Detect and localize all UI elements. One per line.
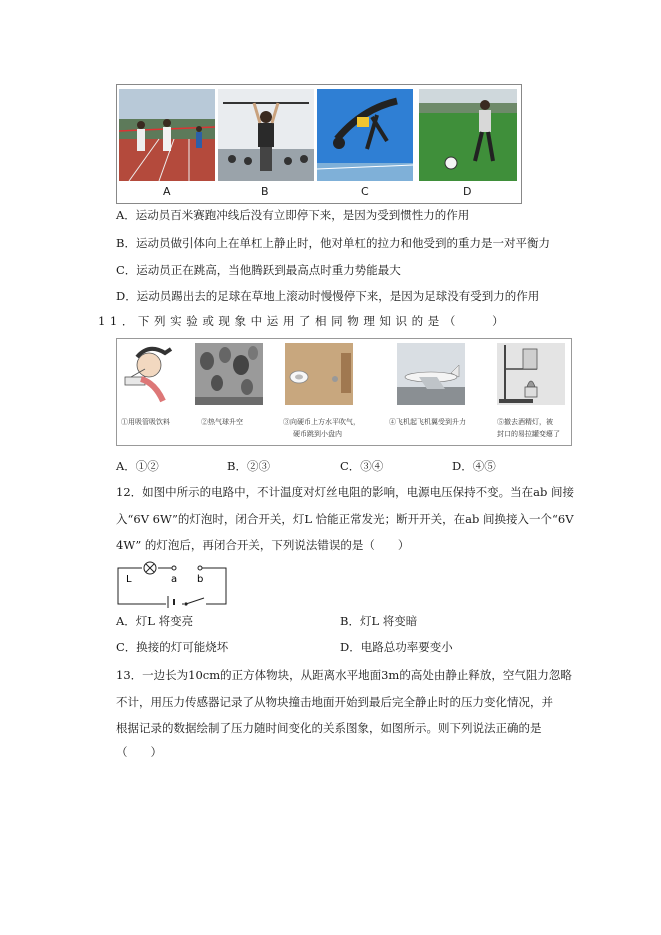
q12-option-a: A．灯L 将变亮 (116, 614, 194, 628)
q11-option-b: B．②③ (227, 459, 270, 473)
caption-c: C (361, 185, 369, 198)
q10-option-a: A．运动员百米赛跑冲线后没有立即停下来，是因为受到惯性力的作用 (116, 208, 470, 222)
q10-option-b: B．运动员做引体向上在单杠上静止时，他对单杠的拉力和他受到的重力是一对平衡力 (116, 236, 550, 250)
photo-c-highjump (317, 89, 413, 181)
q12-stem-3: 4W” 的灯泡后，再闭合开关，下列说法错误的是（ ） (116, 538, 410, 552)
q11-option-a: A．①② (116, 459, 159, 473)
circuit-label-lamp: L (126, 574, 132, 585)
q10-option-c: C．运动员正在跳高，当他腾跃到最高点时重力势能最大 (116, 263, 401, 277)
caption-d: D (463, 185, 472, 198)
caption-3a: ③向硬币上方水平吹气， (283, 418, 360, 426)
q11-image-strip (116, 338, 572, 446)
q11-option-d: D．④⑤ (452, 459, 496, 473)
q10-image-strip (116, 84, 522, 204)
q12-circuit-diagram (114, 560, 230, 610)
q13-stem-3: 根据记录的数据绘制了压力随时间变化的关系图象，如图所示。则下列说法正确的是 (116, 721, 542, 735)
q13-stem-4: （ ） (116, 745, 162, 759)
q10-option-d: D．运动员踢出去的足球在草地上滚动时慢慢停下来，是因为足球没有受到力的作用 (116, 289, 540, 303)
q11-stem: 11．下列实验或现象中运用了相同物理知识的是（ ） (98, 314, 509, 328)
caption-a: A (163, 185, 171, 198)
q13-stem-2: 不计，用压力传感器记录了从物块撞击地面开始到最后完全静止时的压力变化情况，并 (116, 695, 553, 709)
photo-a-sprint (119, 89, 215, 181)
q12-stem-2: 入“6V 6W”的灯泡时，闭合开关，灯L 恰能正常发光；断开开关，在ab 间换接入一个“6V (116, 512, 574, 526)
photo-straw-drink (119, 343, 187, 405)
circuit-label-b: b (197, 574, 204, 585)
photo-hot-air-balloons (195, 343, 263, 405)
photo-coin-blow (285, 343, 353, 405)
caption-1: ①用吸管吸饮料 (121, 418, 170, 426)
caption-4: ④飞机起飞机翼受到升力 (389, 418, 466, 426)
caption-3b: 硬币跳到小盘内 (293, 430, 342, 438)
photo-d-football (419, 89, 517, 181)
circuit-label-a: a (171, 574, 178, 585)
q13-stem-1: 13．一边长为10cm的正方体物块，从距离水平地面3m的高处由静止释放，空气阻力忽略 (116, 668, 572, 682)
caption-b: B (261, 185, 269, 198)
photo-can-alcohol-lamp (497, 343, 565, 405)
photo-airplane (397, 343, 465, 405)
q12-option-b: B．灯L 将变暗 (340, 614, 418, 628)
q12-option-c: C．换接的灯可能烧坏 (116, 640, 229, 654)
caption-2: ②热气球升空 (201, 418, 243, 426)
caption-5b: 封口的易拉罐变瘪了 (497, 430, 560, 438)
q11-option-c: C．③④ (340, 459, 384, 473)
photo-b-pullup (218, 89, 314, 181)
q12-option-d: D．电路总功率要变小 (340, 640, 453, 654)
q12-stem-1: 12．如图中所示的电路中，不计温度对灯丝电阻的影响，电源电压保持不变。当在ab 间接 (116, 485, 575, 499)
caption-5a: ⑤撤去酒精灯，被 (497, 418, 553, 426)
